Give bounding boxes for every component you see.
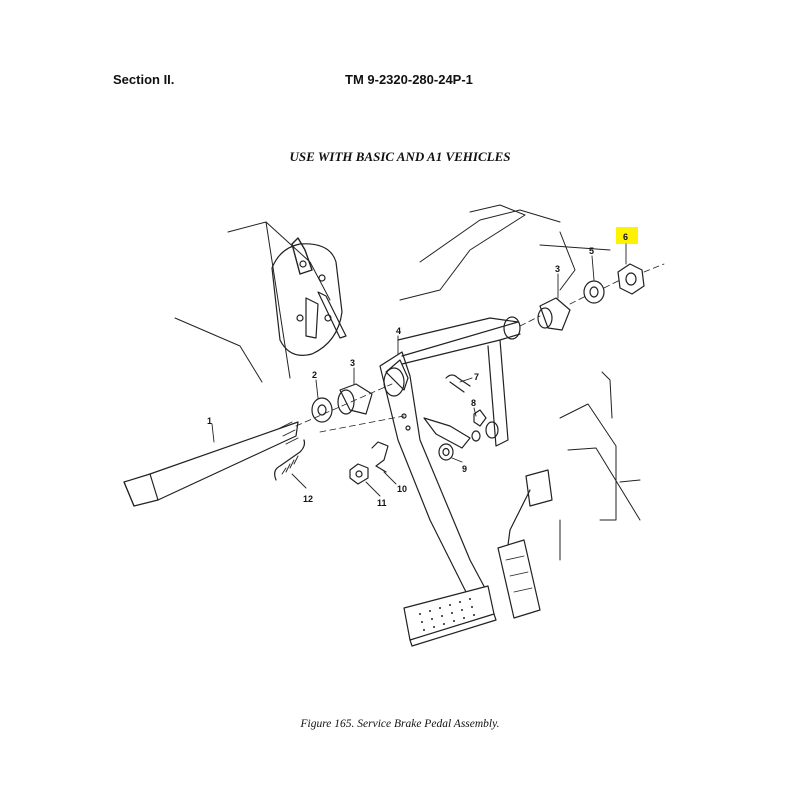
assembly-centerlines xyxy=(296,264,664,432)
callout-4: 4 xyxy=(396,326,402,336)
washer-item-2 xyxy=(312,398,332,422)
callout-10: 10 xyxy=(397,484,408,494)
accelerator-pedal xyxy=(498,470,552,618)
figure-caption: Figure 165. Service Brake Pedal Assembly. xyxy=(300,718,500,730)
washer-item-5 xyxy=(584,281,604,303)
callout-12: 12 xyxy=(303,494,314,504)
callout-2: 2 xyxy=(312,370,318,380)
callout-1: 1 xyxy=(207,416,213,426)
callout-8: 8 xyxy=(471,398,477,408)
washer-item-9 xyxy=(424,418,470,460)
bushing-item-3-right xyxy=(538,298,570,330)
section-label: Section II. xyxy=(113,72,175,87)
callout-6: 6 xyxy=(623,232,629,242)
callout-9: 9 xyxy=(462,464,468,474)
bushing-item-3-left xyxy=(338,384,372,414)
nut-item-11 xyxy=(350,464,368,484)
spring-item-12 xyxy=(275,440,305,480)
cotter-pin-item-7 xyxy=(446,375,470,392)
callout-5: 5 xyxy=(589,246,595,256)
callout-3-left: 3 xyxy=(350,358,356,368)
callout-7: 7 xyxy=(474,372,480,382)
vehicle-applicability-note: USE WITH BASIC AND A1 VEHICLES xyxy=(289,149,511,164)
callout-11: 11 xyxy=(377,498,387,508)
callout-3-right: 3 xyxy=(555,264,561,274)
spring-bracket-item-10 xyxy=(372,442,388,472)
nut-item-6 xyxy=(618,264,644,294)
tm-number: TM 9-2320-280-24P-1 xyxy=(345,72,473,87)
pedal-pad xyxy=(404,586,496,646)
bracket-detail xyxy=(272,238,346,355)
pivot-shaft xyxy=(124,422,298,506)
